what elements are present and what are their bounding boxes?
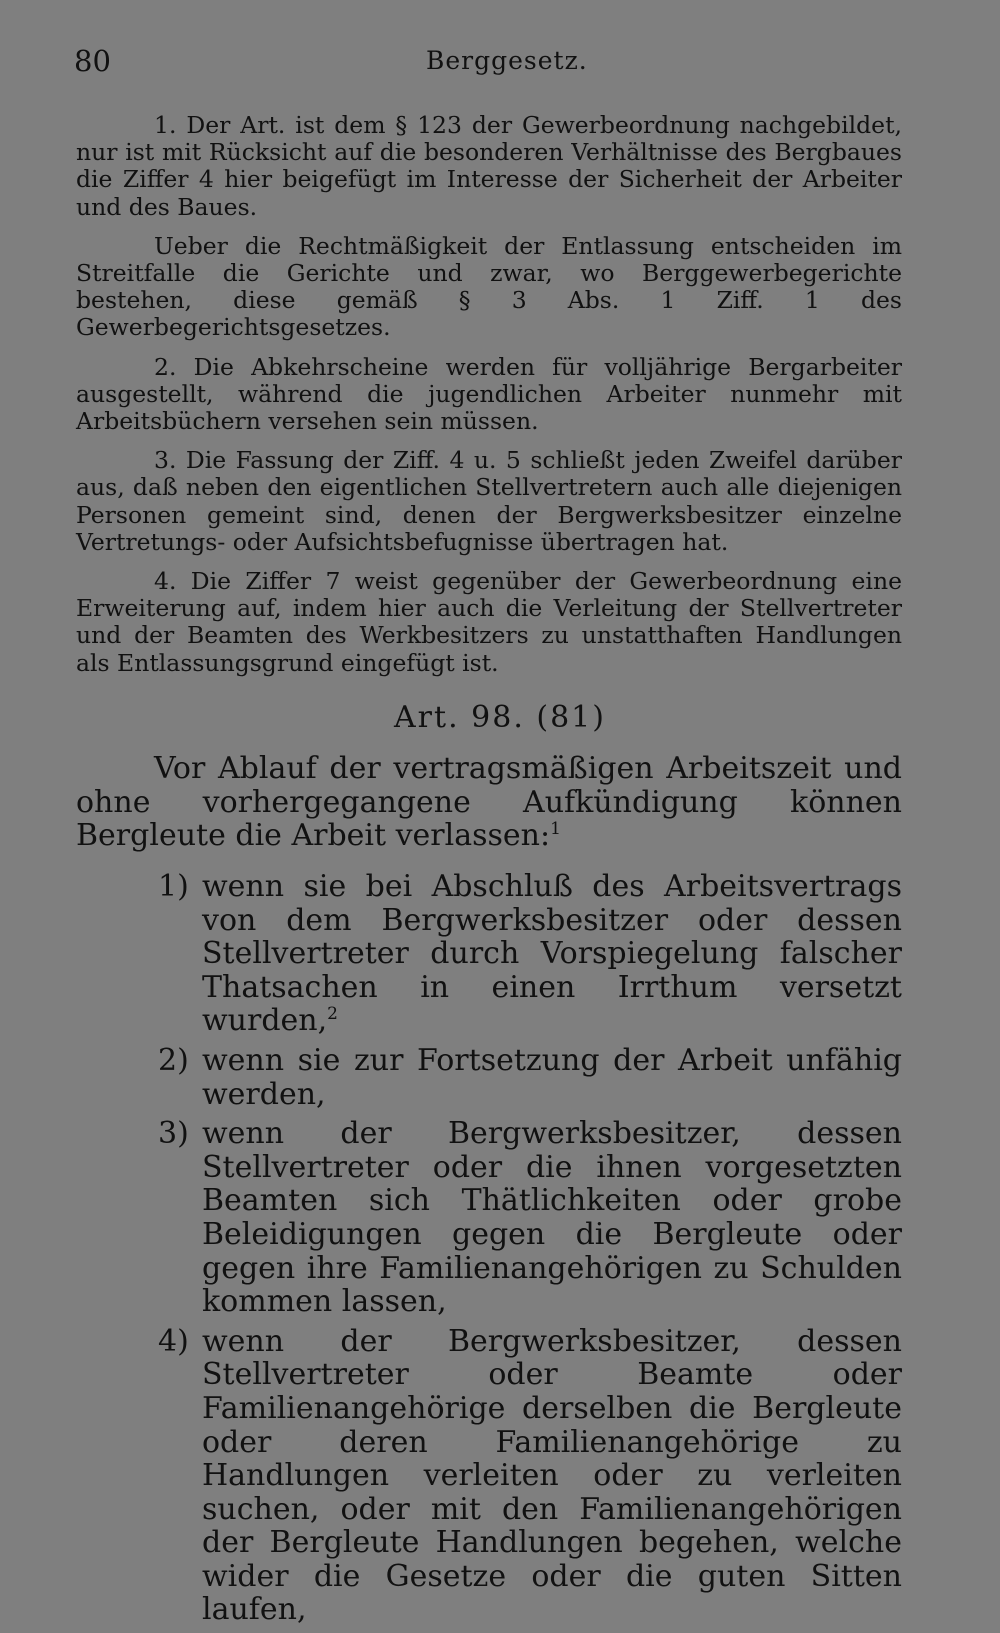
footnote-marker: 1: [550, 819, 561, 840]
list-item: [76, 1117, 902, 1319]
note-1-paragraph-1: 1. Der Art. ist dem § 123 der Gewerbeordnung nachgebildet, nur ist mit Rücksicht auf die besonderen Verhältnisse des Bergbaues die Ziffer 4 hier beigefügt im Interesse der Sicherheit der Arbeiter und des Baues.: [76, 111, 902, 221]
article-items-list: [76, 870, 902, 1633]
list-item: [76, 1044, 902, 1111]
list-item-number: 3): [158, 1116, 189, 1152]
list-item: [76, 1325, 902, 1627]
list-item-number: 2): [158, 1042, 189, 1078]
note-1-paragraph-2: Ueber die Rechtmäßigkeit der Entlassung entscheiden im Streitfalle die Gerichte und zwar, wo Berggewerbegerichte bestehen, diese gemäß § 3 Abs. 1 Ziff. 1 des Gewerbegerichtsgesetzes.: [76, 231, 902, 342]
note-2-paragraph: 2. Die Abkehrscheine werden für volljährige Bergarbeiter ausgestellt, während die jugendlichen Arbeiter nunmehr mit Arbeitsbüchern versehen sein müssen.: [76, 352, 902, 436]
note-4-paragraph: 4. Die Ziffer 7 weist gegenüber der Gewerbeordnung eine Erweiterung auf, indem hier auch die Verleitung der Stellvertreter und der Beamten des Werkbesitzers zu unstatthaften Handlungen als Entlassungsgrund eingefügt ist.: [76, 567, 902, 677]
page-header: [74, 44, 904, 84]
list-item-text: wenn sie bei Abschluß des Arbeitsvertrags von dem Bergwerksbesitzer oder dessen Stellvertreter durch Vorspiegelung falscher Thatsachen in einen Irrthum versetzt wurden,: [202, 869, 902, 1039]
list-item: [76, 870, 902, 1038]
list-item-number: 1): [158, 869, 189, 904]
commentary-notes: [76, 112, 902, 689]
note-3-paragraph: 3. Die Fassung der Ziff. 4 u. 5 schließt jeden Zweifel darüber aus, daß neben den eigentlichen Stellvertretern auch alle diejenigen Personen gemeint sind, denen der Bergwerksbesitzer einzelne Vertretungs- oder Aufsichtsbefugnisse übertragen hat.: [76, 446, 902, 556]
list-item-text: wenn sie zur Fortsetzung der Arbeit unfähig werden,: [202, 1042, 902, 1112]
list-item-number: 4): [158, 1323, 189, 1359]
page-number: 80: [74, 44, 111, 78]
list-item-text: wenn der Bergwerksbesitzer, dessen Stellvertreter oder die ihnen vorgesetzten Beamten sich Thätlichkeiten oder grobe Beleidigungen gegen die Bergleute oder gegen ihre Familienangehörigen zu Schulden kommen lassen,: [202, 1116, 902, 1320]
article-intro: [76, 752, 902, 853]
running-head: Berggesetz.: [426, 46, 588, 75]
article-heading: Art. 98. (81): [394, 700, 606, 735]
article-intro-text: Vor Ablauf der vertragsmäßigen Arbeitszeit und ohne vorhergegangene Aufkündigung können Bergleute die Arbeit verlassen:: [76, 751, 902, 854]
list-item-text: wenn der Bergwerksbesitzer, dessen Stellvertreter oder Beamte oder Familienangehörige derselben die Bergleute oder deren Familienangehörige zu Handlungen verleiten oder zu verleiten suchen, oder mit den Familienangehörigen der Bergleute Handlungen begehen, welche wider die Gesetze oder die guten Sitten laufen,: [202, 1323, 902, 1628]
footnote-marker: 2: [327, 1004, 338, 1025]
